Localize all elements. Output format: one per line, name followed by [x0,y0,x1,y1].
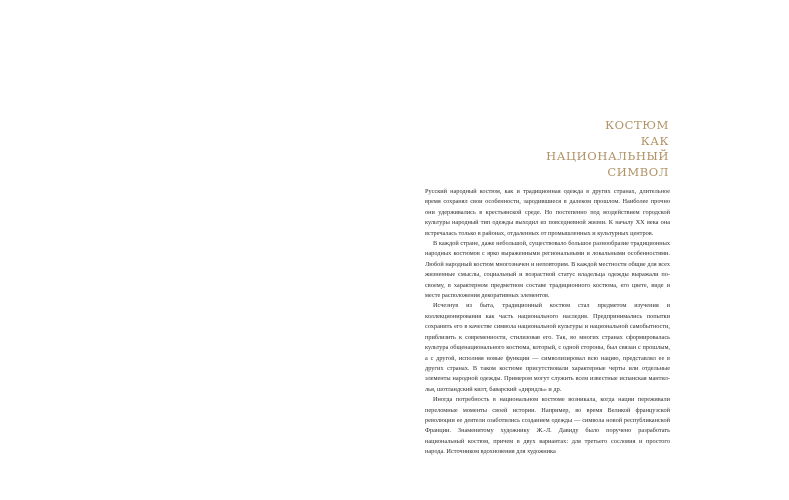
chapter-title-line: КАК [640,133,669,148]
left-page [0,0,394,500]
chapter-title-line: СИМВОЛ [607,164,669,179]
chapter-title-line: КОСТЮМ [605,118,669,132]
paragraph: В каждой стране, даже небольшой, существовало большое разнообразие традиционных народных костюмов с ярко выраженными региональными и локальными особенностями. Любой народный костюм многозначен и неповторим. В каждой местности общие для всех жизненные смыслы, социальный и возрастной статус владельца одежды выражали по-своему, в характерном предметном составе традиционного костюма, его цвете, виде и месте расположения декоративных элементов. [425,240,670,300]
paragraph: Русский народный костюм, как и традиционная одежда в других странах, длительное время сохранял свои особенности, зародившиеся в далеком прошлом. Наиболее прочно они удерживались в крестьянской среде. Но постепенно под воздействием городской культуры народный тип одежды выходил из повседневной жизни. К началу XX века она встречалась только в районах, отдаленных от промышленных и культурных центров. [425,188,670,237]
right-page [395,0,789,500]
paragraph: Иногда потребность в национальном костюме возникала, когда нации переживали переломные моменты своей истории. Например, во время Великой французской революции ее деятели озаботились созданием одежды — символа новой республиканской Франции. Знаменитому художнику Ж.-Л. Давиду было поручено разработать национальный костюм, причем в двух вариантах: для третьего сословия и простого народа. Источником вдохновения для художника [425,396,670,456]
chapter-title [546,118,669,180]
chapter-title-line: НАЦИОНАЛЬНЫЙ [546,149,669,163]
body-text [425,187,670,458]
paragraph: Исчезнув из быта, традиционный костюм стал предметом изучения и коллекционирования как часть национального наследия. Предпринимались попытки сохранить его в качестве символа национальной культуры и национальной самобытности, приблизить к современности, стилизовав его. Так, во многих странах сформировалась культура общенационального костюма, который, с одной стороны, был связан с прошлым, а с другой, исполняя новые функции — символизировал всю нацию, представлял ее в других странах. В таком костюме присутствовали характерные черты или отдельные элементы народной одежды. Примером могут служить всем известные испанская мантиллья, шотландский килт, баварский «дирндль» и др. [425,302,670,393]
